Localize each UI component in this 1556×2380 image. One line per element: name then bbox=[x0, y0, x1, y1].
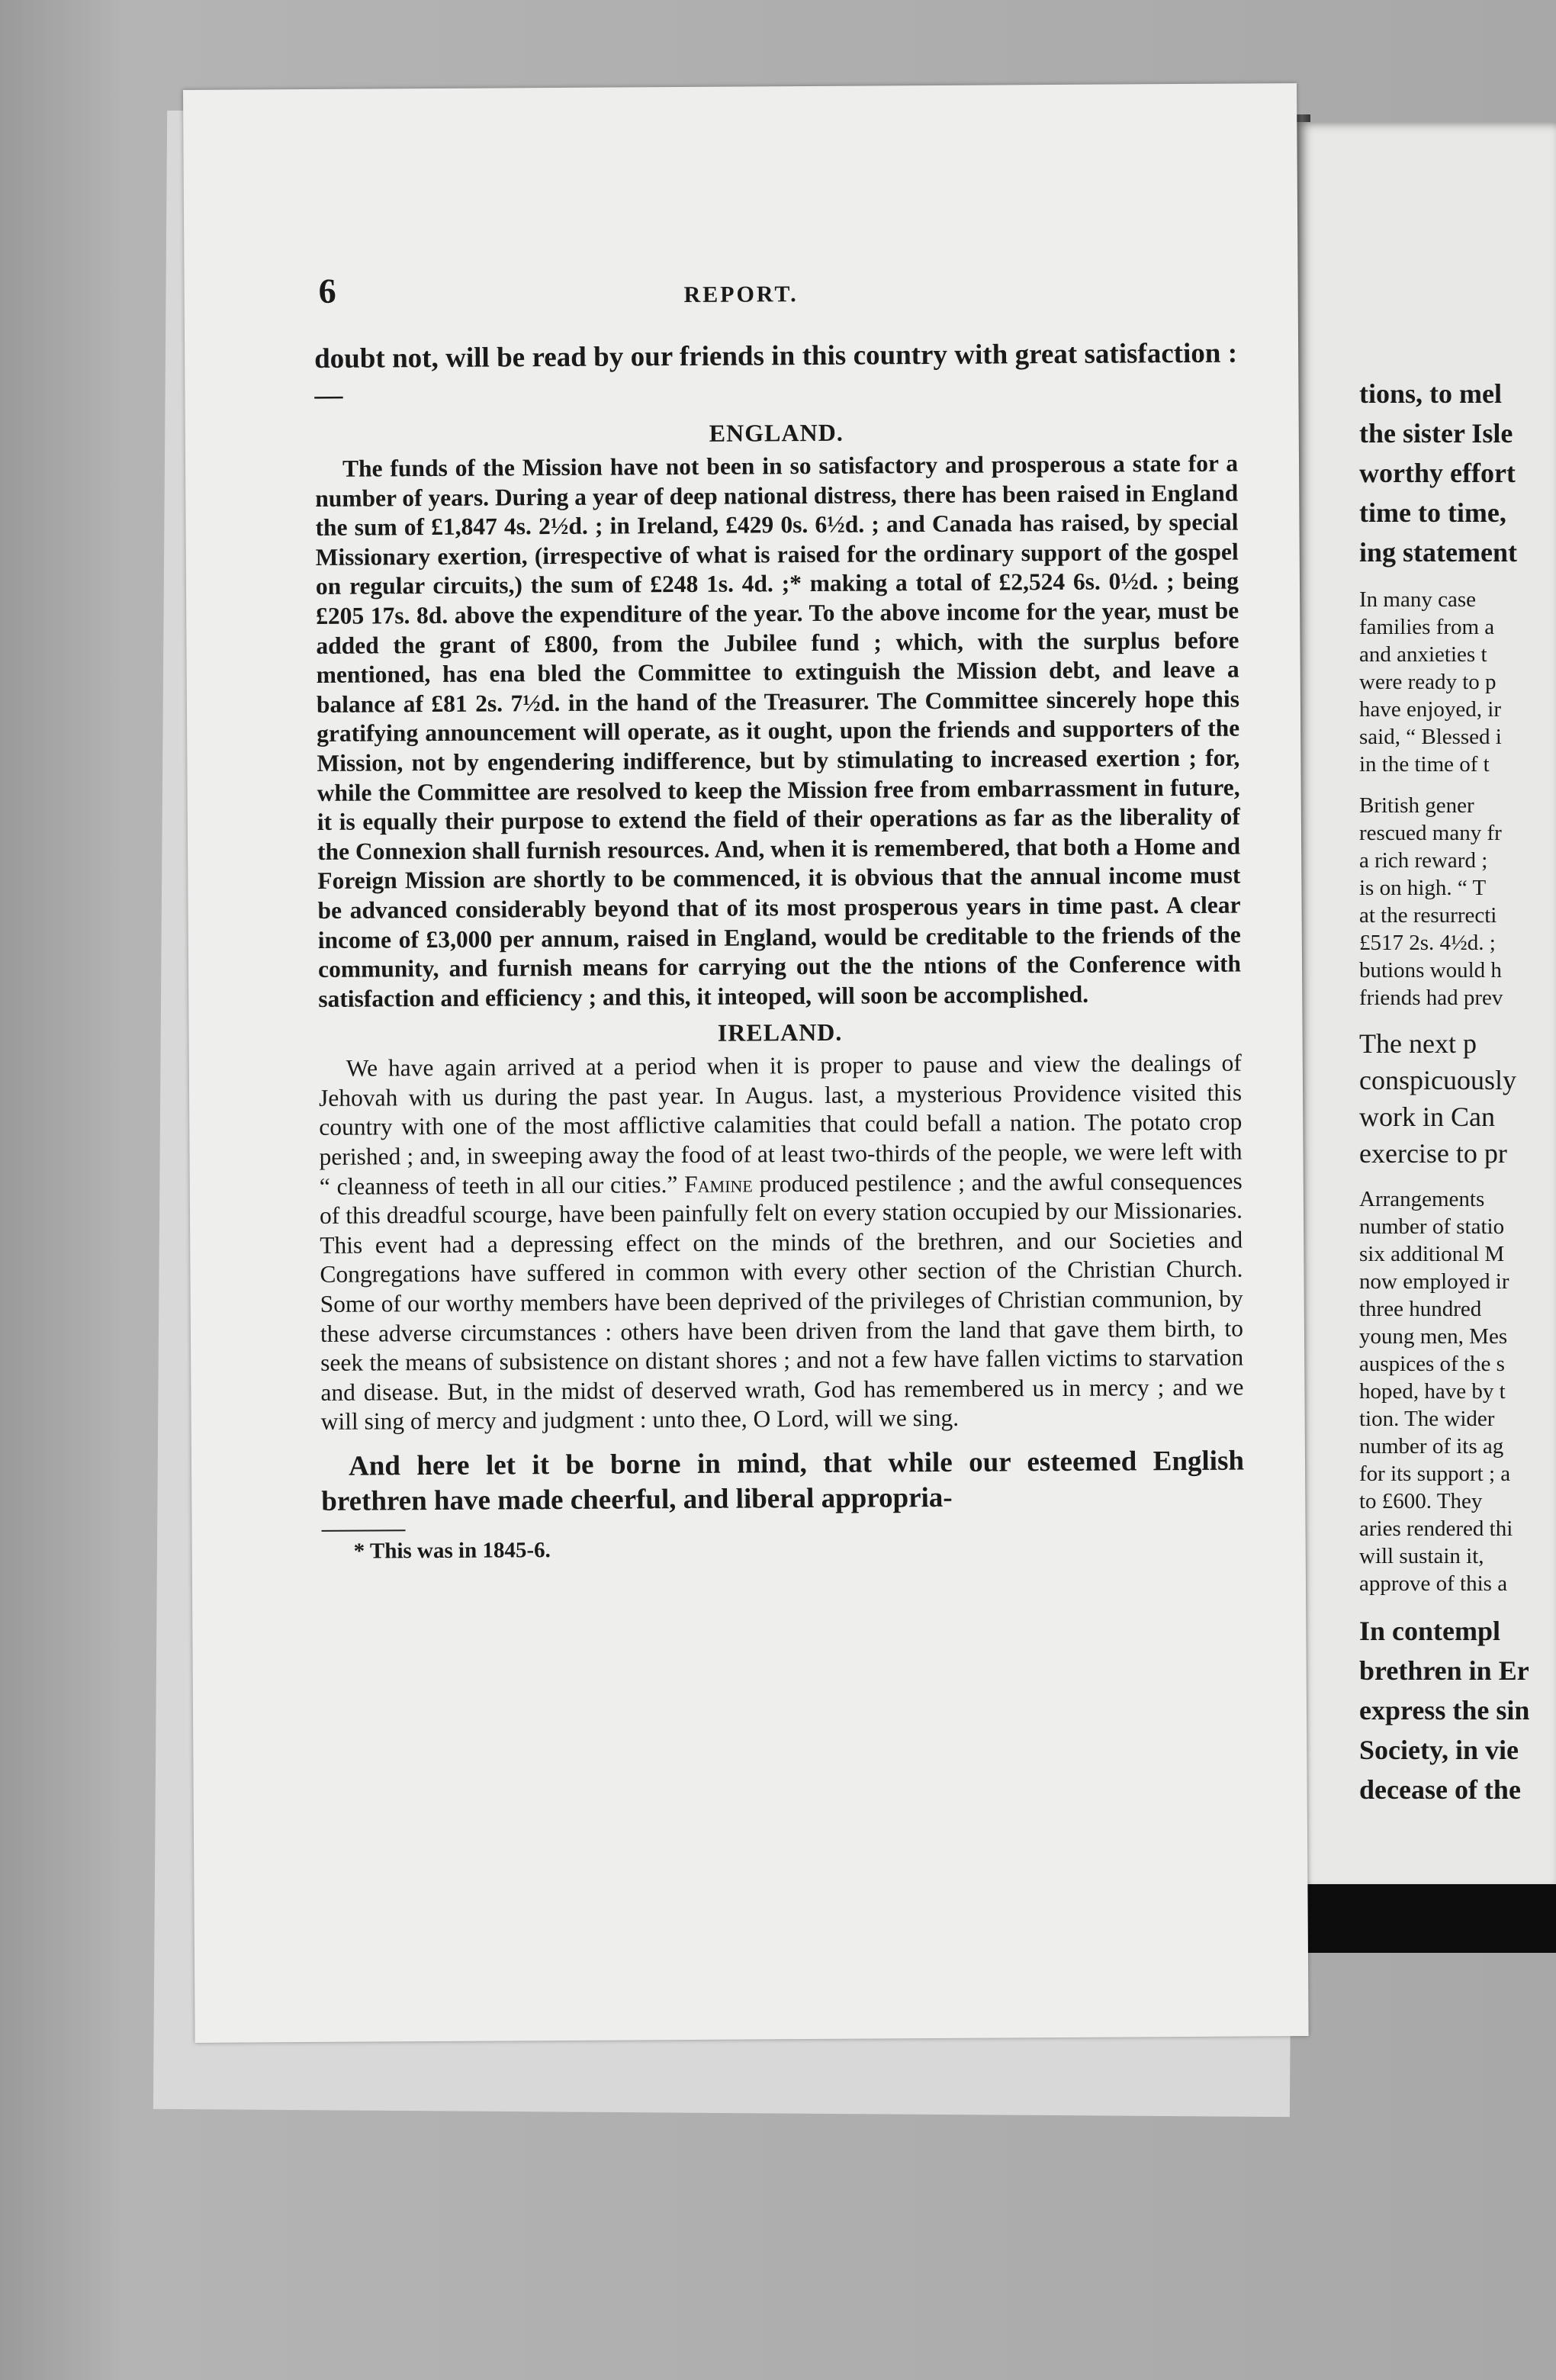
facing-page-line: The next p bbox=[1359, 1028, 1477, 1059]
facing-page-line: aries rendered thi bbox=[1359, 1516, 1513, 1541]
paragraph-england: The funds of the Mission have not been in so satisfactory and prosperous a state for a number of years. During a year of deep national distress, there has been raised in England the sum of £1,847 4s. 2½d. ; in Ireland, £429 0s. 6½d. ; and Canada has raised, by special Missionary exertion, (irrespective of what is raised for the ordinary support of the gospel on regular circuits,) the sum of £248 1s. 4d. ;* making a total of £2,524 6s. 0½d. ; being £205 17s. 8d. above the expenditure of the year. To the above income for the year, must be added the grant of £800, from the Jubilee fund ; which, with the surplus before mentioned, has ena bled the Committee to extinguish the Mission debt, and leave a balance af £81 2s. 7½d. in the hand of the Treasurer. The Committee sincerely hope this gratifying announcement will operate, as it ought, upon the friends and supporters of the Mission, not by engendering indifference, but by stimulating to increased exertion ; for, while the Committee are resolved to keep the Mission free from embarrassment in future, it is equally their purpose to extend the field of their operations as far as the liberality of the Connexion shall furnish resources. And, when it is remembered, that both a Home and Foreign Mission are shortly to be commenced, it is obvious that the annual income must be advanced considerably beyond that of its most prosperous years in time past. A clear income of £3,000 per annum, raised in England, would be creditable to the friends of the community, and furnish means for carrying out the the ntions of the Conference with satisfaction and efficiency ; and this, it inteoped, will soon be accomplished. bbox=[315, 449, 1242, 1012]
facing-page-line: the sister Isle bbox=[1359, 418, 1513, 449]
paragraph-ireland-part-1: We have again arrived at a period when it is proper to pause and view the dealings of Jehovah with us during the past year. In Augus. last, a mysterious Providence visited this country with one of the most afflictive calamities that could befall a nation. The potato crop perished ; and, in sweeping away the food of at least two-thirds of the people, we were left with “ cleanness of teeth in all our cities.” bbox=[318, 1049, 1243, 1200]
facing-page-line: approve of this a bbox=[1359, 1571, 1508, 1596]
facing-page-line: three hundred bbox=[1359, 1297, 1482, 1321]
facing-page-line: in the time of t bbox=[1359, 752, 1490, 777]
facing-page-text bbox=[1359, 374, 1556, 1809]
facing-page-line: for its support ; a bbox=[1359, 1462, 1511, 1486]
facing-page-line: time to time, bbox=[1359, 497, 1506, 528]
running-head: REPORT. bbox=[683, 281, 799, 307]
paragraph-ireland bbox=[319, 1049, 1244, 1437]
facing-page-line: and anxieties t bbox=[1359, 642, 1487, 667]
facing-page-line: number of its ag bbox=[1359, 1434, 1504, 1459]
facing-page-line: hoped, have by t bbox=[1359, 1379, 1506, 1404]
facing-page-line: rescued many fr bbox=[1359, 821, 1502, 845]
facing-page-line: tions, to mel bbox=[1359, 378, 1502, 409]
famine-word: Famine bbox=[684, 1170, 753, 1198]
footnote: * This was in 1845-6. bbox=[353, 1538, 551, 1564]
facing-page-line: auspices of the s bbox=[1359, 1352, 1505, 1376]
facing-page-line: conspicuously bbox=[1359, 1065, 1516, 1095]
facing-page-line: said, “ Blessed i bbox=[1359, 725, 1502, 749]
facing-page-line: Society, in vie bbox=[1359, 1735, 1519, 1765]
facing-page-line: families from a bbox=[1359, 615, 1495, 639]
facing-page-line: now employed ir bbox=[1359, 1269, 1509, 1294]
document-page bbox=[183, 83, 1309, 2043]
facing-page-line: were ready to p bbox=[1359, 670, 1497, 694]
main-text bbox=[314, 336, 1245, 1565]
facing-page-line: express the sin bbox=[1359, 1695, 1530, 1726]
facing-page-line: friends had prev bbox=[1359, 986, 1503, 1010]
heading-england: ENGLAND. bbox=[709, 418, 844, 447]
facing-page-line: work in Can bbox=[1359, 1102, 1495, 1132]
facing-page-line: exercise to pr bbox=[1359, 1138, 1507, 1169]
facing-page-line: at the resurrecti bbox=[1359, 903, 1497, 928]
facing-page-line: number of statio bbox=[1359, 1214, 1505, 1239]
facing-page-line: six additional M bbox=[1359, 1242, 1505, 1266]
facing-page-line: £517 2s. 4½d. ; bbox=[1359, 931, 1496, 955]
facing-page-line: decease of the bbox=[1359, 1774, 1521, 1805]
facing-page-line: to £600. They bbox=[1359, 1489, 1483, 1513]
facing-page-line: have enjoyed, ir bbox=[1359, 697, 1502, 722]
facing-page-line: Arrangements bbox=[1359, 1187, 1485, 1211]
facing-page-line: tion. The wider bbox=[1359, 1407, 1495, 1431]
closing-paragraph: And here let it be borne in mind, that while our esteemed English brethren have made cheerful, and liberal appropria- bbox=[321, 1445, 1245, 1517]
facing-page-line: brethren in Er bbox=[1359, 1655, 1529, 1686]
facing-page-line: British gener bbox=[1359, 793, 1474, 818]
facing-page bbox=[1297, 122, 1556, 1892]
facing-page-line: will sustain it, bbox=[1359, 1544, 1484, 1568]
page-number: 6 bbox=[318, 271, 336, 310]
footnote-rule bbox=[322, 1529, 406, 1532]
facing-page-line: ing statement bbox=[1359, 537, 1517, 568]
facing-page-line: In many case bbox=[1359, 587, 1476, 612]
facing-page-line: young men, Mes bbox=[1359, 1324, 1508, 1349]
facing-page-line: is on high. “ T bbox=[1359, 876, 1487, 900]
facing-page-line: worthy effort bbox=[1359, 458, 1516, 488]
facing-page-line: a rich reward ; bbox=[1359, 848, 1488, 873]
paragraph-ireland-part-2: produced pestilence ; and the awful consequences of this dreadful scourge, have been painfully felt on every station occupied by our Missionaries. This event had a depressing effect on the minds of the brethren, and our Societies and Congregations have suffered in common with every other section of the Christian Church. Some of our worthy members have been deprived of the privileges of Christian communion, by these adverse circumstances : others have been driven from the land that gave them birth, to seek the means of subsistence on distant shores ; and not a few have fallen victims to starvation and disease. But, in the midst of deserved wrath, God has remembered us in mercy ; and we will sing of mercy and judgment : unto thee, O Lord, will we sing. bbox=[319, 1167, 1244, 1436]
facing-page-line: butions would h bbox=[1359, 958, 1502, 983]
heading-ireland: IRELAND. bbox=[717, 1018, 843, 1047]
facing-page-line: In contempl bbox=[1359, 1616, 1501, 1646]
lead-line: doubt not, will be read by our friends in this country with great satisfaction :— bbox=[314, 337, 1238, 411]
